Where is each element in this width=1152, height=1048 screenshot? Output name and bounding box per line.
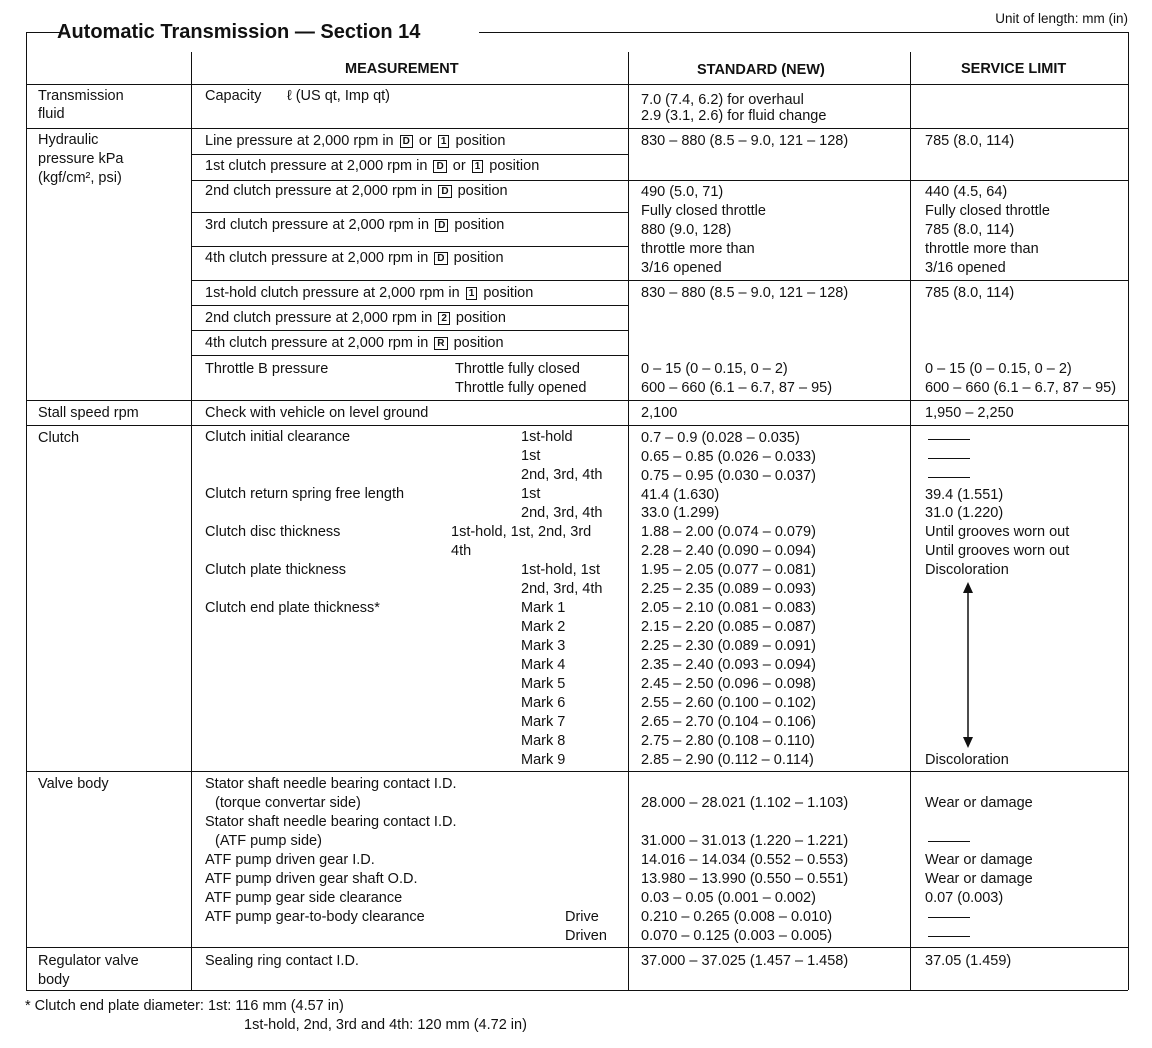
valve-std-4: 31.000 – 31.013 (1.220 – 1.221) [641, 833, 849, 849]
disc-limit-1: Until grooves worn out [925, 524, 1070, 540]
clutch-pressure-limit-3: 785 (8.0, 114) [925, 222, 1015, 238]
endplate-cond-8: Mark 8 [521, 733, 566, 749]
stall-speed-label: Stall speed rpm [38, 405, 139, 421]
valve-meas-8: ATF pump gear-to-body clearance [205, 909, 425, 925]
line-pressure-limit: 785 (8.0, 114) [925, 133, 1015, 149]
endplate-cond-7: Mark 7 [521, 714, 566, 730]
footnote-line-1: * Clutch end plate diameter: 1st: 116 mm (4.57 in) [25, 998, 344, 1014]
disc-std-1: 1.88 – 2.00 (0.074 – 0.079) [641, 524, 816, 540]
clutch-plate-thickness: Clutch plate thickness [205, 562, 347, 578]
regulator-measurement: Sealing ring contact I.D. [205, 953, 359, 969]
clutch-label: Clutch [38, 430, 80, 446]
endplate-cond-4: Mark 4 [521, 657, 566, 673]
valve-meas-4: (ATF pump side) [215, 833, 322, 849]
valve-std-5: 14.016 – 14.034 (0.552 – 0.553) [641, 852, 849, 868]
stall-speed-measurement: Check with vehicle on level ground [205, 405, 429, 421]
initial-cond-3: 2nd, 3rd, 4th [521, 467, 603, 483]
no-limit-dash [928, 458, 970, 459]
throttle-b-label: Throttle B pressure [205, 361, 329, 377]
endplate-std-6: 2.55 – 2.60 (0.100 – 0.102) [641, 695, 816, 711]
spring-cond-2: 2nd, 3rd, 4th [521, 505, 603, 521]
endplate-cond-2: Mark 2 [521, 619, 566, 635]
regulator-limit: 37.05 (1.459) [925, 953, 1012, 969]
valve-std-8: 0.210 – 0.265 (0.008 – 0.010) [641, 909, 833, 925]
valve-limit-2: Wear or damage [925, 795, 1033, 811]
endplate-cond-6: Mark 6 [521, 695, 566, 711]
endplate-cond-3: Mark 3 [521, 638, 566, 654]
position-1-box: 1 [466, 287, 478, 300]
no-limit-dash [928, 936, 970, 937]
plate-cond-2: 2nd, 3rd, 4th [521, 581, 603, 597]
capacity-overhaul: 7.0 (7.4, 6.2) for overhaul [641, 92, 804, 108]
position-r-box: R [434, 337, 447, 350]
position-d-box: D [434, 252, 447, 265]
position-1-box: 1 [438, 135, 450, 148]
unit-note: Unit of length: mm (in) [995, 11, 1128, 26]
valve-meas-5: ATF pump driven gear I.D. [205, 852, 375, 868]
clutch-pressure-std-1: 490 (5.0, 71) [641, 184, 724, 200]
valve-cond-8: Drive [565, 909, 599, 925]
throttle-opened-std: 600 – 660 (6.1 – 6.7, 87 – 95) [641, 380, 833, 396]
disc-limit-2: Until grooves worn out [925, 543, 1070, 559]
initial-std-3: 0.75 – 0.95 (0.030 – 0.037) [641, 468, 816, 484]
plate-cond-1: 1st-hold, 1st [521, 562, 600, 578]
hydraulic-label: Hydraulic [38, 132, 99, 148]
capacity-unit: ℓ (US qt, Imp qt) [287, 88, 390, 104]
valve-meas-2: (torque convertar side) [215, 795, 361, 811]
regulator-label-2: body [38, 972, 70, 988]
endplate-cond-1: Mark 1 [521, 600, 566, 616]
first-hold-limit: 785 (8.0, 114) [925, 285, 1015, 301]
no-limit-dash [928, 477, 970, 478]
clutch-pressure-limit-2: Fully closed throttle [925, 203, 1050, 219]
clutch-pressure-limit-4: throttle more than [925, 241, 1039, 257]
spring-cond-1: 1st [521, 486, 541, 502]
second-clutch-pressure-row: 2nd clutch pressure at 2,000 rpm in D position [205, 183, 508, 199]
position-d-box: D [438, 185, 451, 198]
stall-speed-limit: 1,950 – 2,250 [925, 405, 1014, 421]
disc-cond-2: 4th [451, 543, 472, 559]
position-d-box: D [435, 219, 448, 232]
spring-limit-1: 39.4 (1.551) [925, 487, 1004, 503]
endplate-cond-9: Mark 9 [521, 752, 566, 768]
clutch-disc-thickness: Clutch disc thickness [205, 524, 341, 540]
position-d-box: D [400, 135, 413, 148]
clutch-spring-length: Clutch return spring free length [205, 486, 405, 502]
clutch-pressure-std-3: 880 (9.0, 128) [641, 222, 732, 238]
hydraulic-label-2: pressure kPa [38, 151, 124, 167]
plate-limit-1: Discoloration [925, 562, 1009, 578]
spring-std-2: 33.0 (1.299) [641, 505, 720, 521]
endplate-std-8: 2.75 – 2.80 (0.108 – 0.110) [641, 733, 815, 749]
header-service-limit: SERVICE LIMIT [961, 61, 1067, 77]
valve-std-2: 28.000 – 28.021 (1.102 – 1.103) [641, 795, 849, 811]
valve-std-6: 13.980 – 13.990 (0.550 – 0.551) [641, 871, 849, 887]
no-limit-dash [928, 917, 970, 918]
valve-meas-6: ATF pump driven gear shaft O.D. [205, 871, 418, 887]
page-title: Automatic Transmission — Section 14 [57, 21, 421, 43]
capacity-label: Capacity [205, 88, 262, 104]
clutch-pressure-std-5: 3/16 opened [641, 260, 722, 276]
header-standard: STANDARD (NEW) [697, 62, 825, 78]
valve-std-9: 0.070 – 0.125 (0.003 – 0.005) [641, 928, 833, 944]
transmission-fluid-label: Transmission [38, 88, 124, 104]
clutch-pressure-std-2: Fully closed throttle [641, 203, 766, 219]
fourth-clutch-pressure-row: 4th clutch pressure at 2,000 rpm in D position [205, 250, 504, 266]
disc-std-2: 2.28 – 2.40 (0.090 – 0.094) [641, 543, 816, 559]
throttle-opened-limit: 600 – 660 (6.1 – 6.7, 87 – 95) [925, 380, 1117, 396]
endplate-std-1: 2.05 – 2.10 (0.081 – 0.083) [641, 600, 816, 616]
range-double-arrow-icon [960, 582, 976, 748]
header-measurement: MEASUREMENT [345, 61, 459, 77]
position-1-box: 1 [472, 160, 484, 173]
endplate-std-7: 2.65 – 2.70 (0.104 – 0.106) [641, 714, 816, 730]
hydraulic-label-3: (kgf/cm², psi) [38, 170, 122, 186]
regulator-label: Regulator valve [38, 953, 139, 969]
valve-body-label: Valve body [38, 776, 109, 792]
no-limit-dash [928, 841, 970, 842]
endplate-cond-5: Mark 5 [521, 676, 566, 692]
footnote-line-2: 1st-hold, 2nd, 3rd and 4th: 120 mm (4.72 in) [244, 1017, 527, 1033]
line-pressure-std: 830 – 880 (8.5 – 9.0, 121 – 128) [641, 133, 849, 149]
throttle-closed-label: Throttle fully closed [455, 361, 580, 377]
third-clutch-pressure-row: 3rd clutch pressure at 2,000 rpm in D position [205, 217, 505, 233]
position-d-box: D [433, 160, 446, 173]
spring-std-1: 41.4 (1.630) [641, 487, 720, 503]
first-clutch-pressure-row: 1st clutch pressure at 2,000 rpm in D or 1 position [205, 158, 540, 174]
no-limit-dash [928, 439, 970, 440]
valve-limit-6: Wear or damage [925, 871, 1033, 887]
clutch-pressure-limit-1: 440 (4.5, 64) [925, 184, 1008, 200]
valve-meas-1: Stator shaft needle bearing contact I.D. [205, 776, 457, 792]
clutch-end-plate-thickness: Clutch end plate thickness* [205, 600, 380, 616]
throttle-closed-limit: 0 – 15 (0 – 0.15, 0 – 2) [925, 361, 1072, 377]
initial-std-2: 0.65 – 0.85 (0.026 – 0.033) [641, 449, 816, 465]
disc-cond-1: 1st-hold, 1st, 2nd, 3rd [451, 524, 592, 540]
valve-meas-3: Stator shaft needle bearing contact I.D. [205, 814, 457, 830]
valve-cond-9: Driven [565, 928, 607, 944]
initial-cond-1: 1st-hold [521, 429, 573, 445]
clutch-pressure-std-4: throttle more than [641, 241, 755, 257]
fourth-clutch-pressure-r-row: 4th clutch pressure at 2,000 rpm in R position [205, 335, 504, 351]
valve-limit-5: Wear or damage [925, 852, 1033, 868]
clutch-pressure-limit-5: 3/16 opened [925, 260, 1006, 276]
plate-std-1: 1.95 – 2.05 (0.077 – 0.081) [641, 562, 816, 578]
valve-limit-7: 0.07 (0.003) [925, 890, 1004, 906]
endplate-std-3: 2.25 – 2.30 (0.089 – 0.091) [641, 638, 816, 654]
endplate-limit-9: Discoloration [925, 752, 1009, 768]
position-2-box: 2 [438, 312, 450, 325]
line-pressure-row: Line pressure at 2,000 rpm in D or 1 position [205, 133, 506, 149]
second-clutch-pressure-2-row: 2nd clutch pressure at 2,000 rpm in 2 position [205, 310, 506, 326]
spring-limit-2: 31.0 (1.220) [925, 505, 1004, 521]
regulator-std: 37.000 – 37.025 (1.457 – 1.458) [641, 953, 849, 969]
endplate-std-2: 2.15 – 2.20 (0.085 – 0.087) [641, 619, 816, 635]
first-hold-std: 830 – 880 (8.5 – 9.0, 121 – 128) [641, 285, 849, 301]
transmission-fluid-label-2: fluid [38, 106, 65, 122]
valve-meas-7: ATF pump gear side clearance [205, 890, 403, 906]
stall-speed-std: 2,100 [641, 405, 678, 421]
throttle-closed-std: 0 – 15 (0 – 0.15, 0 – 2) [641, 361, 788, 377]
plate-std-2: 2.25 – 2.35 (0.089 – 0.093) [641, 581, 816, 597]
initial-cond-2: 1st [521, 448, 541, 464]
initial-std-1: 0.7 – 0.9 (0.028 – 0.035) [641, 430, 800, 446]
valve-std-7: 0.03 – 0.05 (0.001 – 0.002) [641, 890, 816, 906]
clutch-initial-clearance: Clutch initial clearance [205, 429, 351, 445]
first-hold-clutch-pressure-row: 1st-hold clutch pressure at 2,000 rpm in 1 position [205, 285, 534, 301]
throttle-opened-label: Throttle fully opened [455, 380, 587, 396]
capacity-fluid-change: 2.9 (3.1, 2.6) for fluid change [641, 108, 827, 124]
endplate-std-9: 2.85 – 2.90 (0.112 – 0.114) [641, 752, 814, 768]
endplate-std-4: 2.35 – 2.40 (0.093 – 0.094) [641, 657, 816, 673]
endplate-std-5: 2.45 – 2.50 (0.096 – 0.098) [641, 676, 816, 692]
